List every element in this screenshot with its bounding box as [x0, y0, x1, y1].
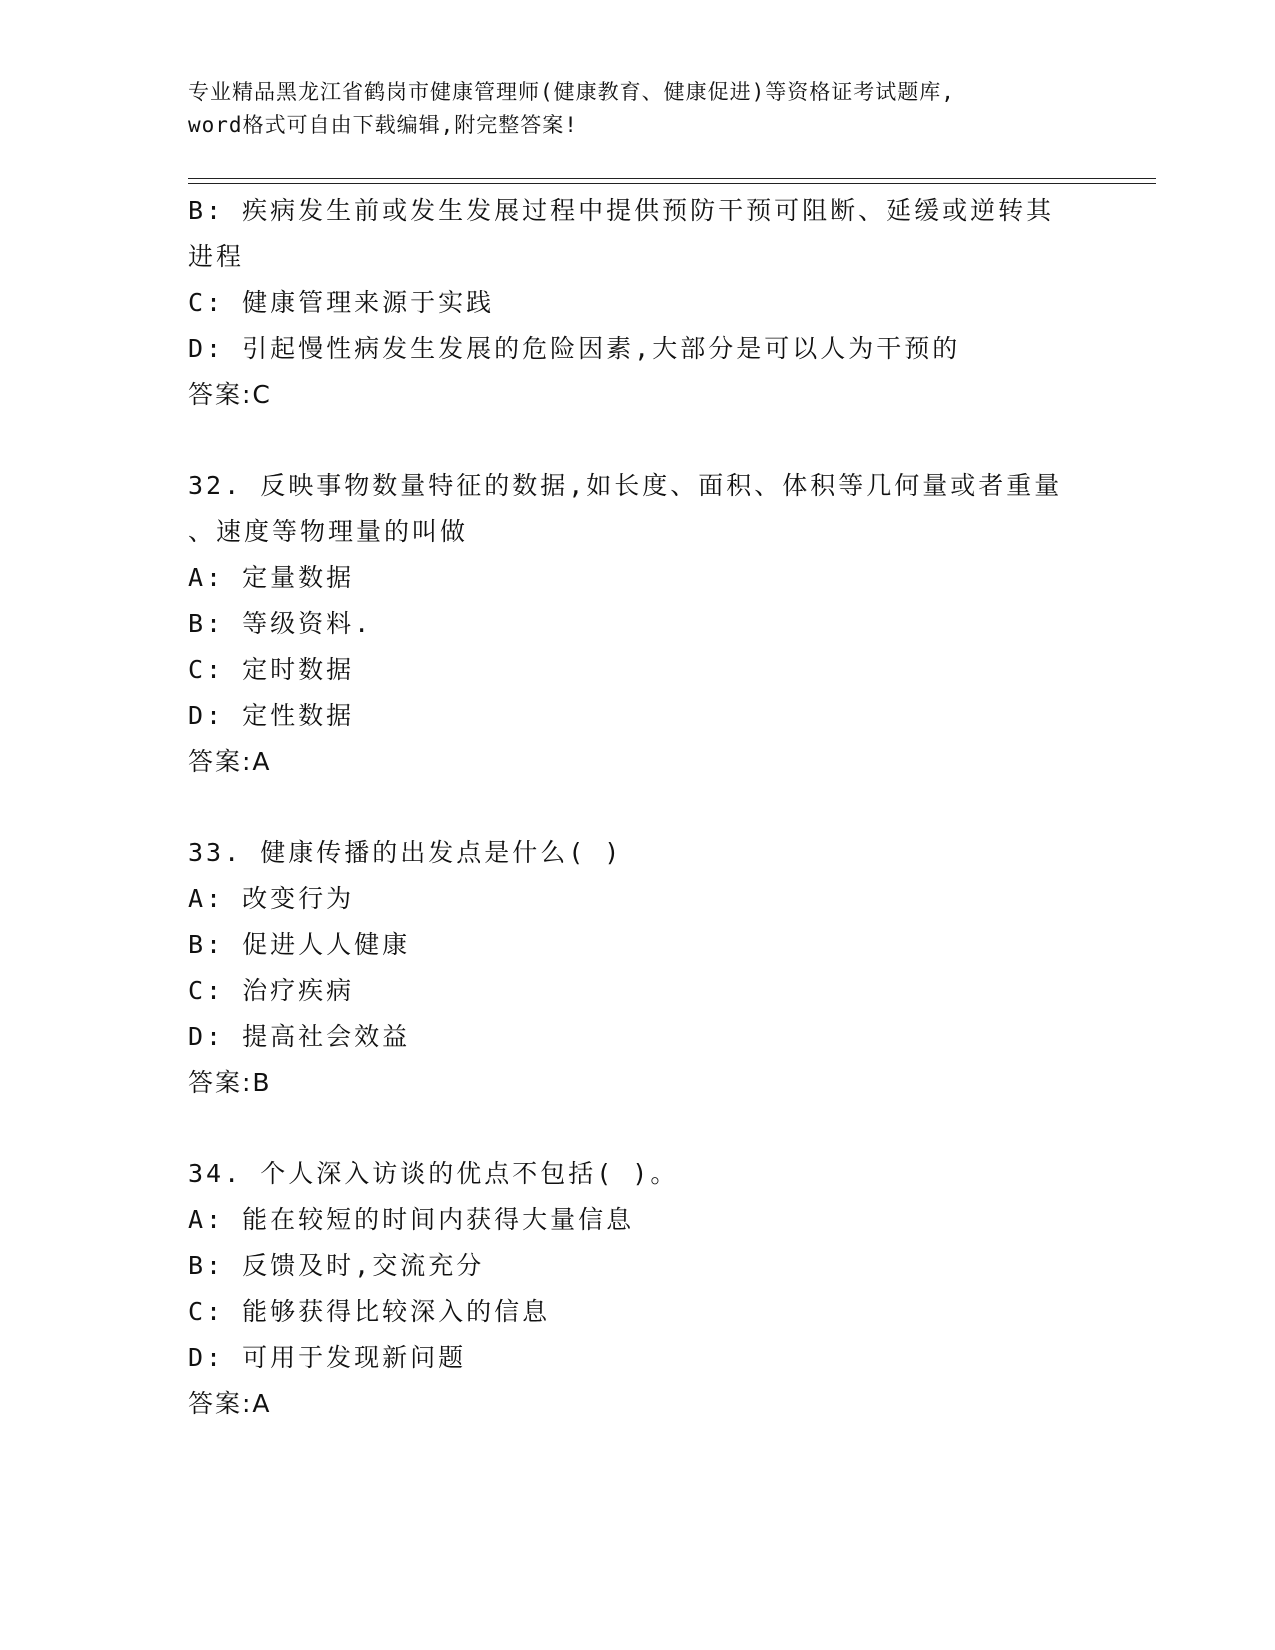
option-c: C: 定时数据 [188, 655, 355, 684]
question-stem-line-2: 、速度等物理量的叫做 [188, 517, 469, 546]
header-title-line-2: word格式可自由下载编辑,附完整答案! [188, 113, 578, 137]
option-b: B: 促进人人健康 [188, 930, 411, 959]
question-stem-line-1: 32. 反映事物数量特征的数据,如长度、面积、体积等几何量或者重量 [188, 471, 1063, 500]
question-stem: 33. 健康传播的出发点是什么( ) [188, 838, 623, 867]
question-list [188, 188, 1088, 1427]
answer: 答案:A [188, 747, 272, 776]
option-c: C: 能够获得比较深入的信息 [188, 1297, 551, 1326]
option-c: C: 健康管理来源于实践 [188, 288, 495, 317]
answer: 答案:A [188, 1389, 272, 1418]
answer: 答案:B [188, 1068, 272, 1097]
option-b-line-1: B: 疾病发生前或发生发展过程中提供预防干预可阻断、延缓或逆转其 [188, 196, 1055, 225]
option-a: A: 定量数据 [188, 563, 355, 592]
document-header [188, 76, 1068, 142]
option-a: A: 能在较短的时间内获得大量信息 [188, 1205, 635, 1234]
question-34 [188, 1151, 1088, 1427]
option-a: A: 改变行为 [188, 884, 355, 913]
option-d: D: 引起慢性病发生发展的危险因素,大部分是可以人为干预的 [188, 334, 961, 363]
option-d: D: 定性数据 [188, 701, 355, 730]
option-d: D: 可用于发现新问题 [188, 1343, 467, 1372]
option-b: B: 反馈及时,交流充分 [188, 1251, 485, 1280]
answer: 答案:C [188, 380, 272, 409]
header-title-line-1: 专业精品黑龙江省鹤岗市健康管理师(健康教育、健康促进)等资格证考试题库, [188, 80, 955, 104]
option-c: C: 治疗疾病 [188, 976, 355, 1005]
option-b-line-2: 进程 [188, 242, 245, 271]
option-d: D: 提高社会效益 [188, 1022, 411, 1051]
question-31 [188, 188, 1088, 418]
question-33 [188, 830, 1088, 1106]
header-divider-bottom [188, 183, 1156, 184]
question-32 [188, 463, 1088, 785]
question-stem: 34. 个人深入访谈的优点不包括( )。 [188, 1159, 679, 1188]
option-b: B: 等级资料. [188, 609, 373, 638]
header-divider-top [188, 178, 1156, 179]
